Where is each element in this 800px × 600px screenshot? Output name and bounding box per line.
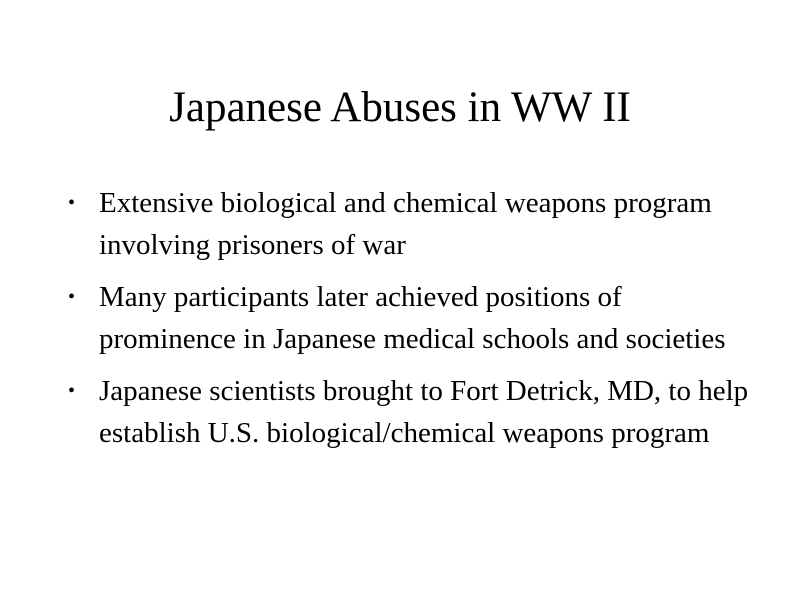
bullet-list (68, 182, 758, 464)
bullet-item (68, 276, 758, 360)
bullet-icon: • (68, 380, 76, 402)
bullet-text: Japanese scientists brought to Fort Detrick, MD, to help establish U.S. biological/chemical weapons program (99, 375, 749, 449)
bullet-text: Many participants later achieved positions of prominence in Japanese medical schools and societies (99, 281, 726, 355)
bullet-item (68, 370, 758, 454)
slide-title: Japanese Abuses in WW II (169, 84, 631, 131)
bullet-icon: • (68, 286, 76, 308)
bullet-item (68, 182, 758, 266)
bullet-text: Extensive biological and chemical weapons program involving prisoners of war (99, 187, 712, 261)
bullet-icon: • (68, 192, 76, 214)
